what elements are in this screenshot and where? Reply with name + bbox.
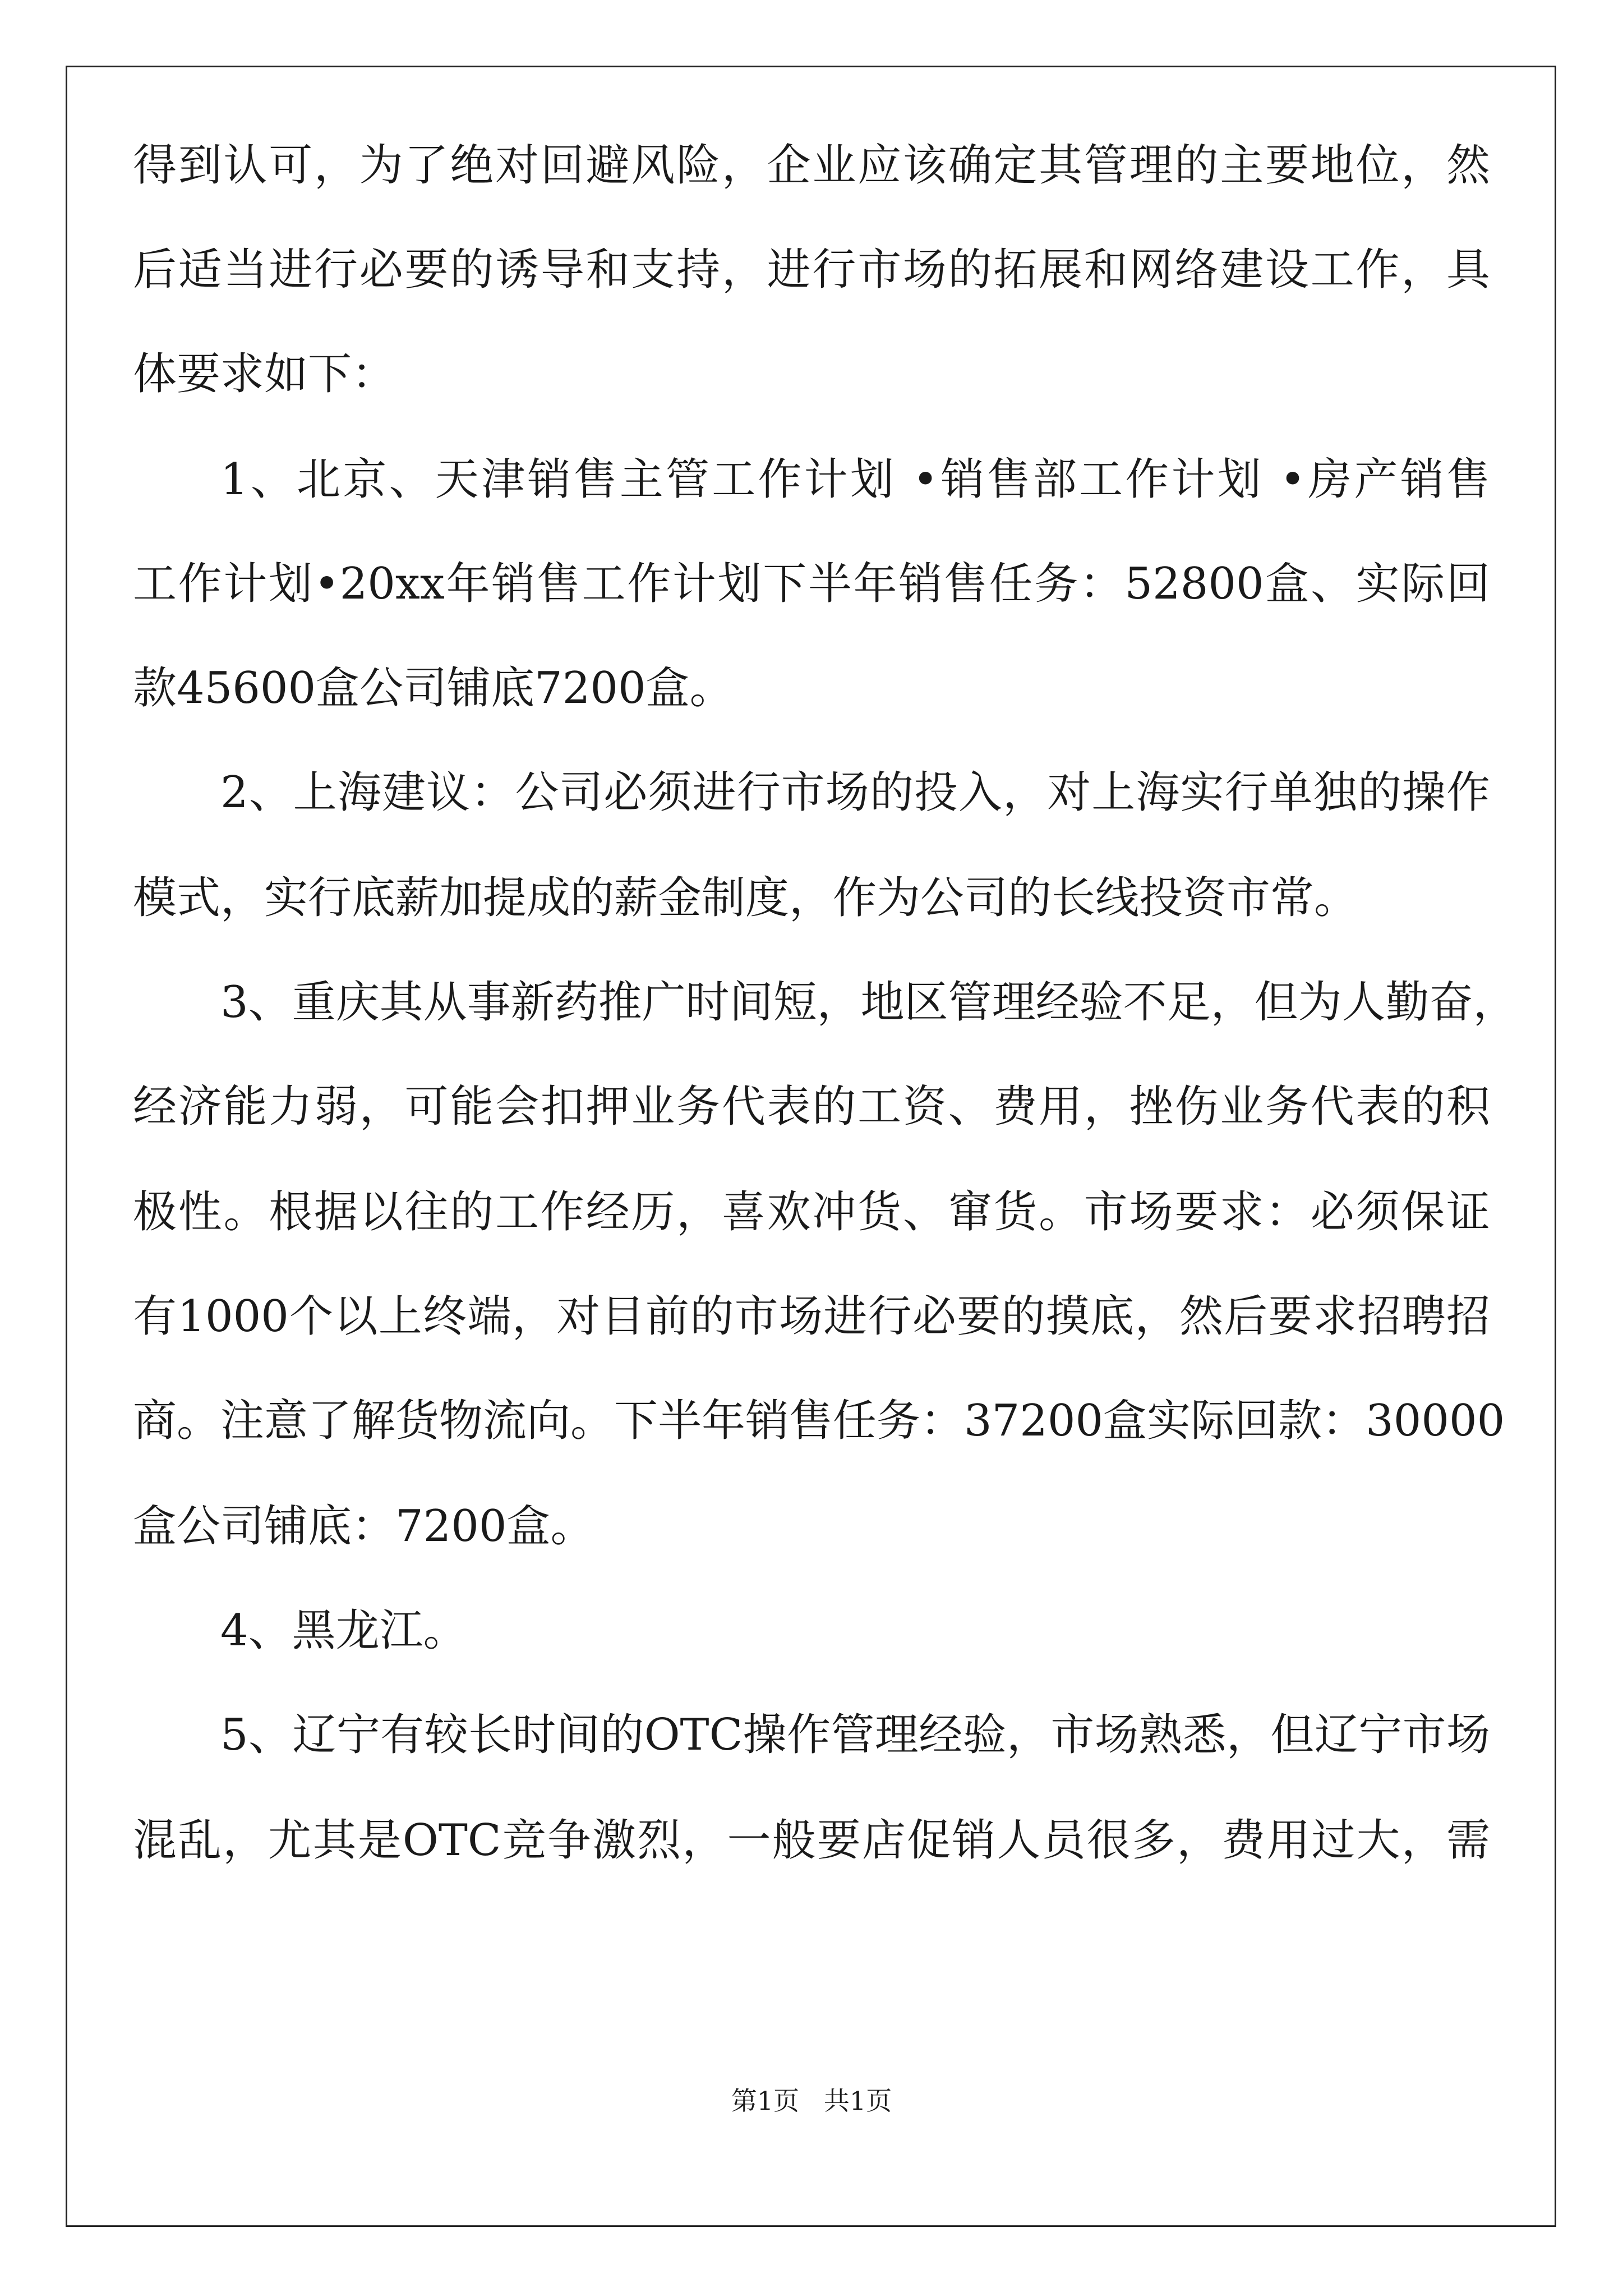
text-line: 4、黑龙江。	[220, 1605, 467, 1656]
text-line: 有1000个以上终端，对目前的市场进行必要的摸底，然后要求招聘招	[133, 1291, 1490, 1342]
text-line: 工作计划•20xx年销售工作计划下半年销售任务：52800盒、实际回	[133, 559, 1490, 609]
text-line: 3、重庆其从事新药推广时间短，地区管理经验不足，但为人勤奋，	[220, 977, 1517, 1028]
text-line: 体要求如下：	[133, 349, 396, 399]
text-line: 款45600盒公司铺底7200盒。	[133, 663, 734, 714]
page-footer: 第1页 共1页	[731, 2086, 892, 2116]
text-line: 后适当进行必要的诱导和支持，进行市场的拓展和网络建设工作，具	[133, 245, 1490, 295]
text-line: 混乱，尤其是OTC竞争激烈，一般要店促销人员很多，费用过大，需	[133, 1815, 1490, 1866]
text-line: 经济能力弱，可能会扣押业务代表的工资、费用，挫伤业务代表的积	[133, 1082, 1490, 1132]
text-line: 1、北京、天津销售主管工作计划 •销售部工作计划 •房产销售	[220, 454, 1490, 505]
text-line: 5、辽宁有较长时间的OTC操作管理经验，市场熟悉，但辽宁市场	[220, 1710, 1490, 1760]
text-line: 极性。根据以往的工作经历，喜欢冲货、窜货。市场要求：必须保证	[133, 1187, 1490, 1237]
text-line: 得到认可，为了绝对回避风险，企业应该确定其管理的主要地位，然	[133, 140, 1490, 191]
text-line: 商。注意了解货物流向。下半年销售任务：37200盒实际回款：30000	[133, 1396, 1505, 1446]
text-line: 模式，实行底薪加提成的薪金制度，作为公司的长线投资市常。	[133, 873, 1358, 923]
text-line: 2、上海建议：公司必须进行市场的投入，对上海实行单独的操作	[220, 767, 1490, 818]
text-line: 盒公司铺底：7200盒。	[133, 1501, 594, 1552]
